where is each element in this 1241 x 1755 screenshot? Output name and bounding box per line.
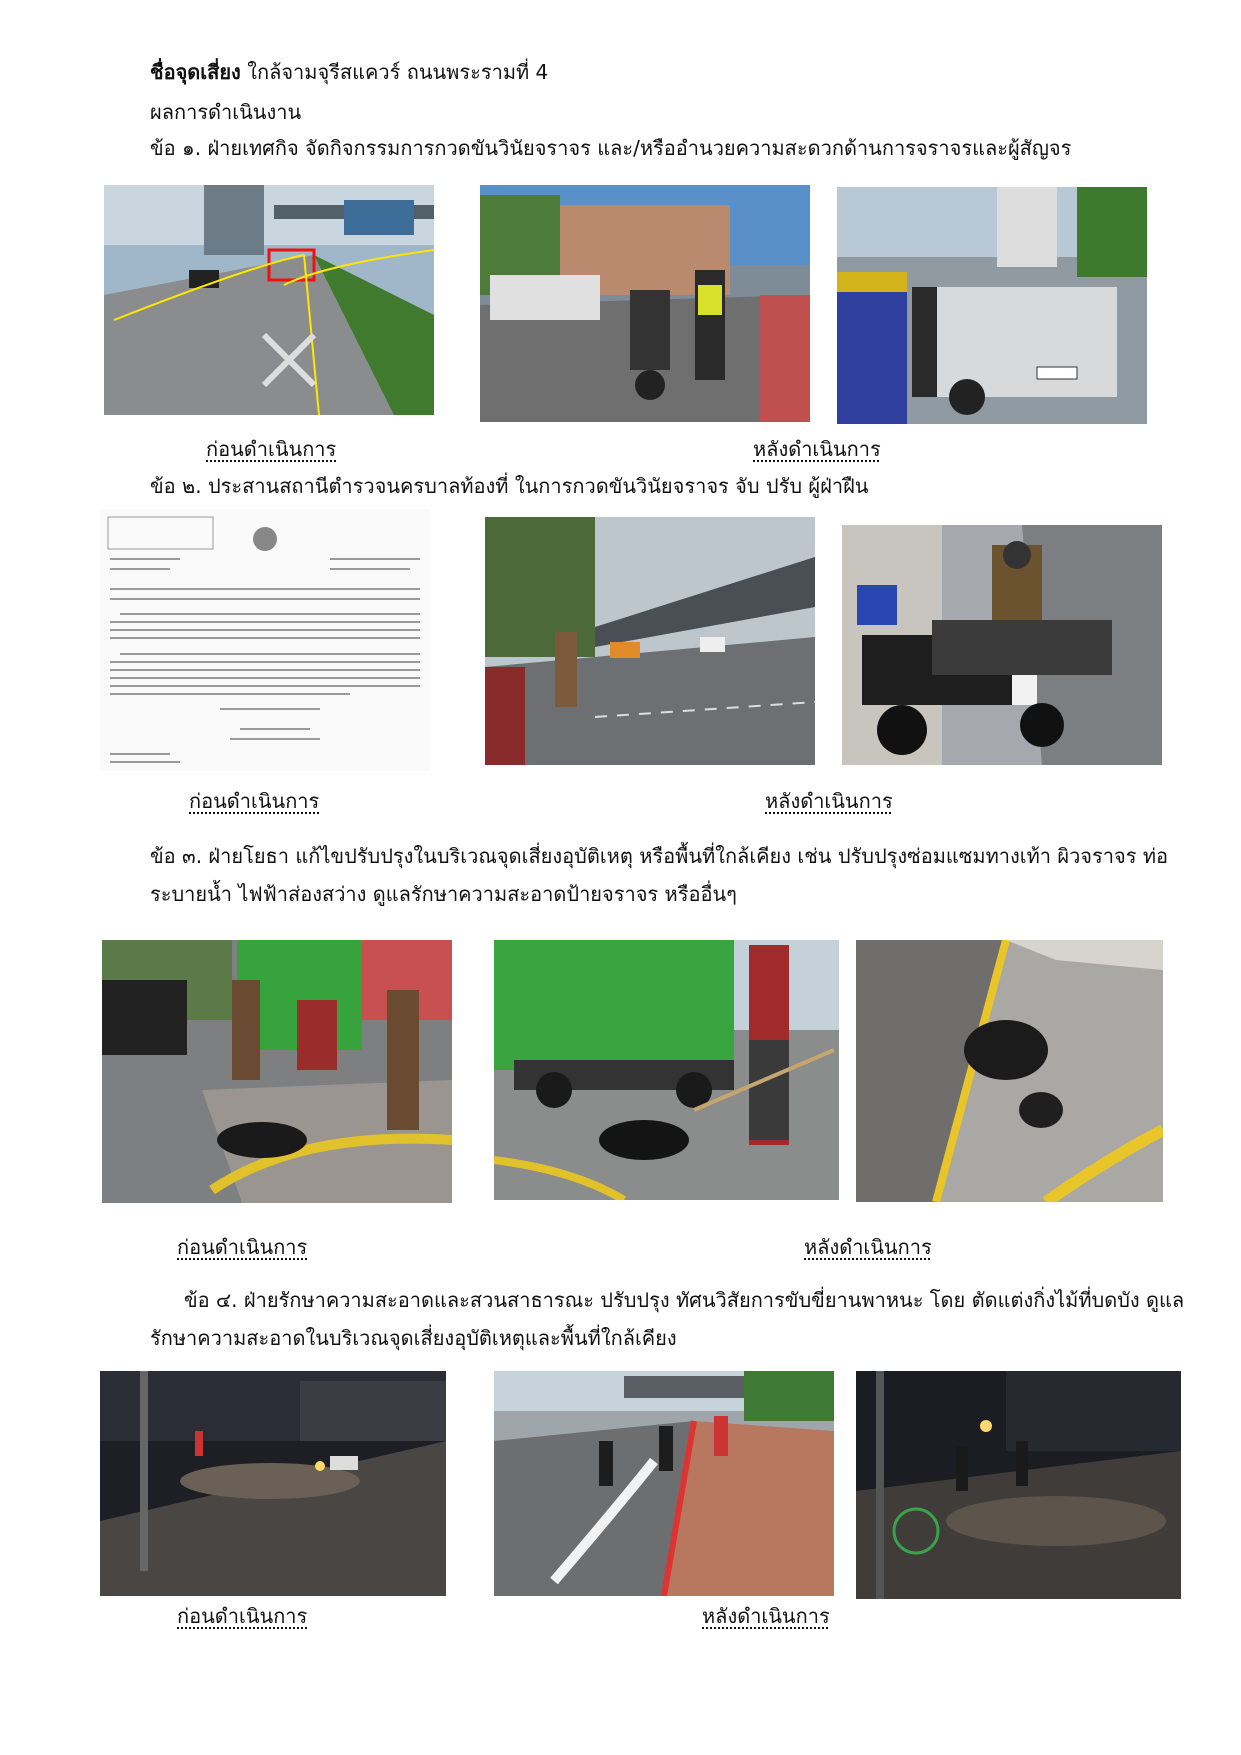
item-3-after-photo-patched-pothole (856, 940, 1163, 1202)
item-2-after-caption: หลังดำเนินการ (765, 789, 893, 813)
item-4-after-caption: หลังดำเนินการ (702, 1604, 830, 1628)
item-4-after-photo-sidewalk-washing (494, 1371, 834, 1596)
item-4-before-photo-night-street-cleaning (100, 1371, 446, 1596)
item-1-text: ข้อ ๑. ฝ่ายเทศกิจ จัดกิจกรรมการกวดขันวินัยจราจร และ/หรืออำนวยความสะดวกด้านการจราจรและผู้สัญจร (150, 136, 1072, 160)
item-4-before-caption: ก่อนดำเนินการ (177, 1604, 308, 1628)
item-3-before-photo-road-repair (102, 940, 452, 1203)
item-2-before-photo-official-letter (100, 509, 430, 771)
item-1-after-photo-officer-at-car (837, 187, 1147, 424)
item-4-after-photo-night-sweeping (856, 1371, 1181, 1599)
item-1-before-caption: ก่อนดำเนินการ (206, 437, 337, 461)
item-3-before-caption: ก่อนดำเนินการ (177, 1235, 308, 1259)
item-1-before-photo-street-diagram (104, 185, 434, 415)
item-3-after-photo-asphalt-patching (494, 940, 839, 1200)
item-1-after-photo-officers-traffic (480, 185, 810, 422)
item-2-text: ข้อ ๒. ประสานสถานีตำรวจนครบาลท้องที่ ในการกวดขันวินัยจราจร จับ ปรับ ผู้ฝ่าฝืน (150, 474, 869, 498)
risk-point-title (150, 58, 548, 86)
item-3-text: ข้อ ๓. ฝ่ายโยธา แก้ไขปรับปรุงในบริเวณจุดเสี่ยงอุบัติเหตุ หรือพื้นที่ใกล้เคียง เช่น ปรับปรุงซ่อมแซมทางเท้า ผิวจราจร ท่อระบายน้ำ ไฟฟ้าส่องสว่าง ดูแลรักษาความสะอาดป้ายจราจร หรืออื่นๆ (150, 844, 1169, 906)
item-2-after-photo-police-roadside (485, 517, 815, 765)
risk-point-label: ชื่อจุดเสี่ยง (150, 60, 241, 84)
item-3-after-caption: หลังดำเนินการ (804, 1235, 932, 1259)
item-1-after-caption: หลังดำเนินการ (753, 437, 881, 461)
item-2-before-caption: ก่อนดำเนินการ (189, 789, 320, 813)
risk-point-location: ใกล้จามจุรีสแควร์ ถนนพระรามที่ 4 (247, 60, 549, 84)
item-2-after-photo-ticketing-motorcycles (842, 525, 1162, 765)
results-heading: ผลการดำเนินงาน (150, 100, 302, 124)
item-4-text: ข้อ ๔. ฝ่ายรักษาความสะอาดและสวนสาธารณะ ปรับปรุง ทัศนวิสัยการขับขี่ยานพาหนะ โดย ตัดแต่งกิ่งไม้ที่บดบัง ดูแลรักษาความสะอาดในบริเวณจุดเสี่ยงอุบัติเหตุและพื้นที่ใกล้เคียง (150, 1288, 1185, 1350)
